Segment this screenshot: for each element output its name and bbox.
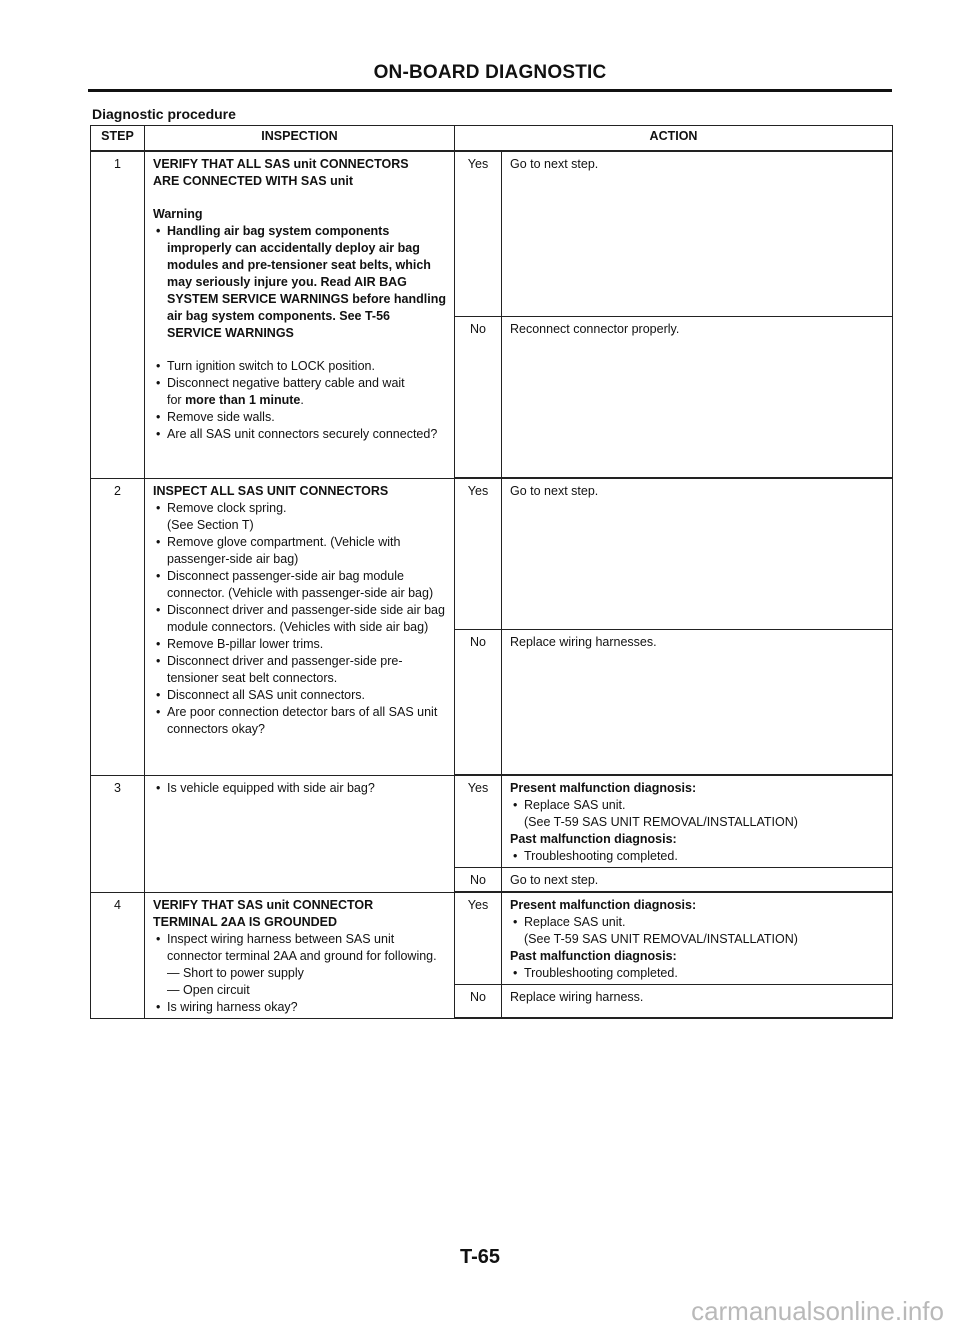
bullet-emphasis: more than 1 minute [185,393,301,407]
yes-action: Go to next step. [502,151,893,317]
dash-item: — Open circuit [167,982,250,997]
no-action: Go to next step. [502,868,893,893]
bullet-item: • Troubleshooting completed. [510,848,884,865]
no-action: Reconnect connector properly. [502,317,893,479]
section-title: Diagnostic procedure [92,106,236,122]
bullet-list [153,358,446,443]
bullet-item [153,375,446,409]
step-number: 2 [91,478,145,775]
bullet-item: • Disconnect driver and passenger-side side air bag module connectors. (Vehicles with side air bag) [153,602,446,636]
header-rule [88,89,892,92]
bullet-text: . [300,393,304,407]
present-malfunction-title: Present malfunction diagnosis: [510,781,697,795]
see-reference: (See T-59 SAS UNIT REMOVAL/INSTALLATION) [524,815,798,829]
no-label: No [455,630,502,776]
bullet-item: • Remove glove compartment. (Vehicle with passenger-side air bag) [153,534,446,568]
table-row [91,151,893,317]
yes-label: Yes [455,151,502,317]
step-title-line: TERMINAL 2AA IS GROUNDED [153,914,338,929]
bullet-list [510,914,884,948]
past-malfunction-title: Past malfunction diagnosis: [510,832,677,846]
yes-action [502,892,893,985]
no-action: Replace wiring harness. [502,985,893,1019]
see-reference: (See T-59 SAS UNIT REMOVAL/INSTALLATION) [524,932,798,946]
warning-label: Warning [153,207,203,221]
dash-item: — Short to power supply [167,965,304,980]
bullet-item: • Is vehicle equipped with side air bag? [153,780,446,797]
bullet-text: Remove clock spring. [167,500,287,515]
diagnostic-table [90,125,893,1019]
watermark: carmanualsonline.info [691,1296,944,1326]
yes-action: Go to next step. [502,478,893,630]
bullet-list [153,931,446,1016]
column-header-action: ACTION [455,126,893,152]
bullet-item: • Are poor connection detector bars of all SAS unit connectors okay? [153,704,446,738]
bullet-text: for [167,393,186,407]
step-4-inspection [145,892,455,1018]
warning-list [153,223,446,342]
bullet-item: • Troubleshooting completed. [510,965,884,982]
bullet-list [510,848,884,865]
bullet-item: • Disconnect all SAS unit connectors. [153,687,446,704]
bullet-item: • Remove side walls. [153,409,446,426]
yes-label: Yes [455,892,502,985]
yes-label: Yes [455,478,502,630]
no-label: No [455,868,502,893]
bullet-text: Replace SAS unit. [524,798,626,812]
bullet-item [153,931,446,999]
step-title-line: VERIFY THAT ALL SAS unit CONNECTORS [153,157,409,171]
yes-label: Yes [455,775,502,868]
step-1-inspection [145,151,455,478]
present-malfunction-title: Present malfunction diagnosis: [510,898,697,912]
page-number: T-65 [459,1246,501,1268]
bullet-text: Replace SAS unit. [524,915,626,929]
see-section: (See Section T) [167,517,254,532]
step-title-line: ARE CONNECTED WITH SAS unit [153,174,353,188]
bullet-text: Inspect wiring harness between SAS unit connector terminal 2AA and ground for following. [167,931,437,963]
bullet-item: • Disconnect driver and passenger-side pre-tensioner seat belt connectors. [153,653,446,687]
bullet-item [510,797,884,831]
step-2-inspection [145,478,455,775]
warning-item: • Handling air bag system components improperly can accidentally deploy air bag modules and pre-tensioner seat belts, which may seriously injure you. Read AIR BAG SYSTEM SERVICE WARNINGS before handling air bag system components. See T-56 SERVICE WARNINGS [153,223,446,342]
past-malfunction-title: Past malfunction diagnosis: [510,949,677,963]
bullet-list [510,965,884,982]
step-number: 1 [91,151,145,478]
bullet-list [153,500,446,738]
bullet-item: • Are all SAS unit connectors securely connected? [153,426,446,443]
no-label: No [455,317,502,479]
step-title-line: VERIFY THAT SAS unit CONNECTOR [153,897,374,912]
bullet-list [153,780,446,797]
table-header-row [91,126,893,152]
bullet-item: • Remove B-pillar lower trims. [153,636,446,653]
column-header-step: STEP [91,126,145,152]
bullet-item [153,500,446,534]
bullet-list [510,797,884,831]
table-row [91,478,893,630]
step-number: 4 [91,892,145,1018]
step-3-inspection [145,775,455,892]
bullet-item: • Turn ignition switch to LOCK position. [153,358,446,375]
yes-action [502,775,893,868]
no-action: Replace wiring harnesses. [502,630,893,776]
no-label: No [455,985,502,1019]
page-header-title: ON-BOARD DIAGNOSTIC [373,62,607,83]
bullet-text: Disconnect negative battery cable and wait [167,376,405,390]
bullet-item [510,914,884,948]
bullet-item: • Is wiring harness okay? [153,999,446,1016]
step-number: 3 [91,775,145,892]
table-row [91,775,893,868]
bullet-item: • Disconnect passenger-side air bag module connector. (Vehicle with passenger-side air bag) [153,568,446,602]
table-row [91,892,893,985]
column-header-inspection: INSPECTION [145,126,455,152]
step-title-line: INSPECT ALL SAS UNIT CONNECTORS [153,483,389,498]
